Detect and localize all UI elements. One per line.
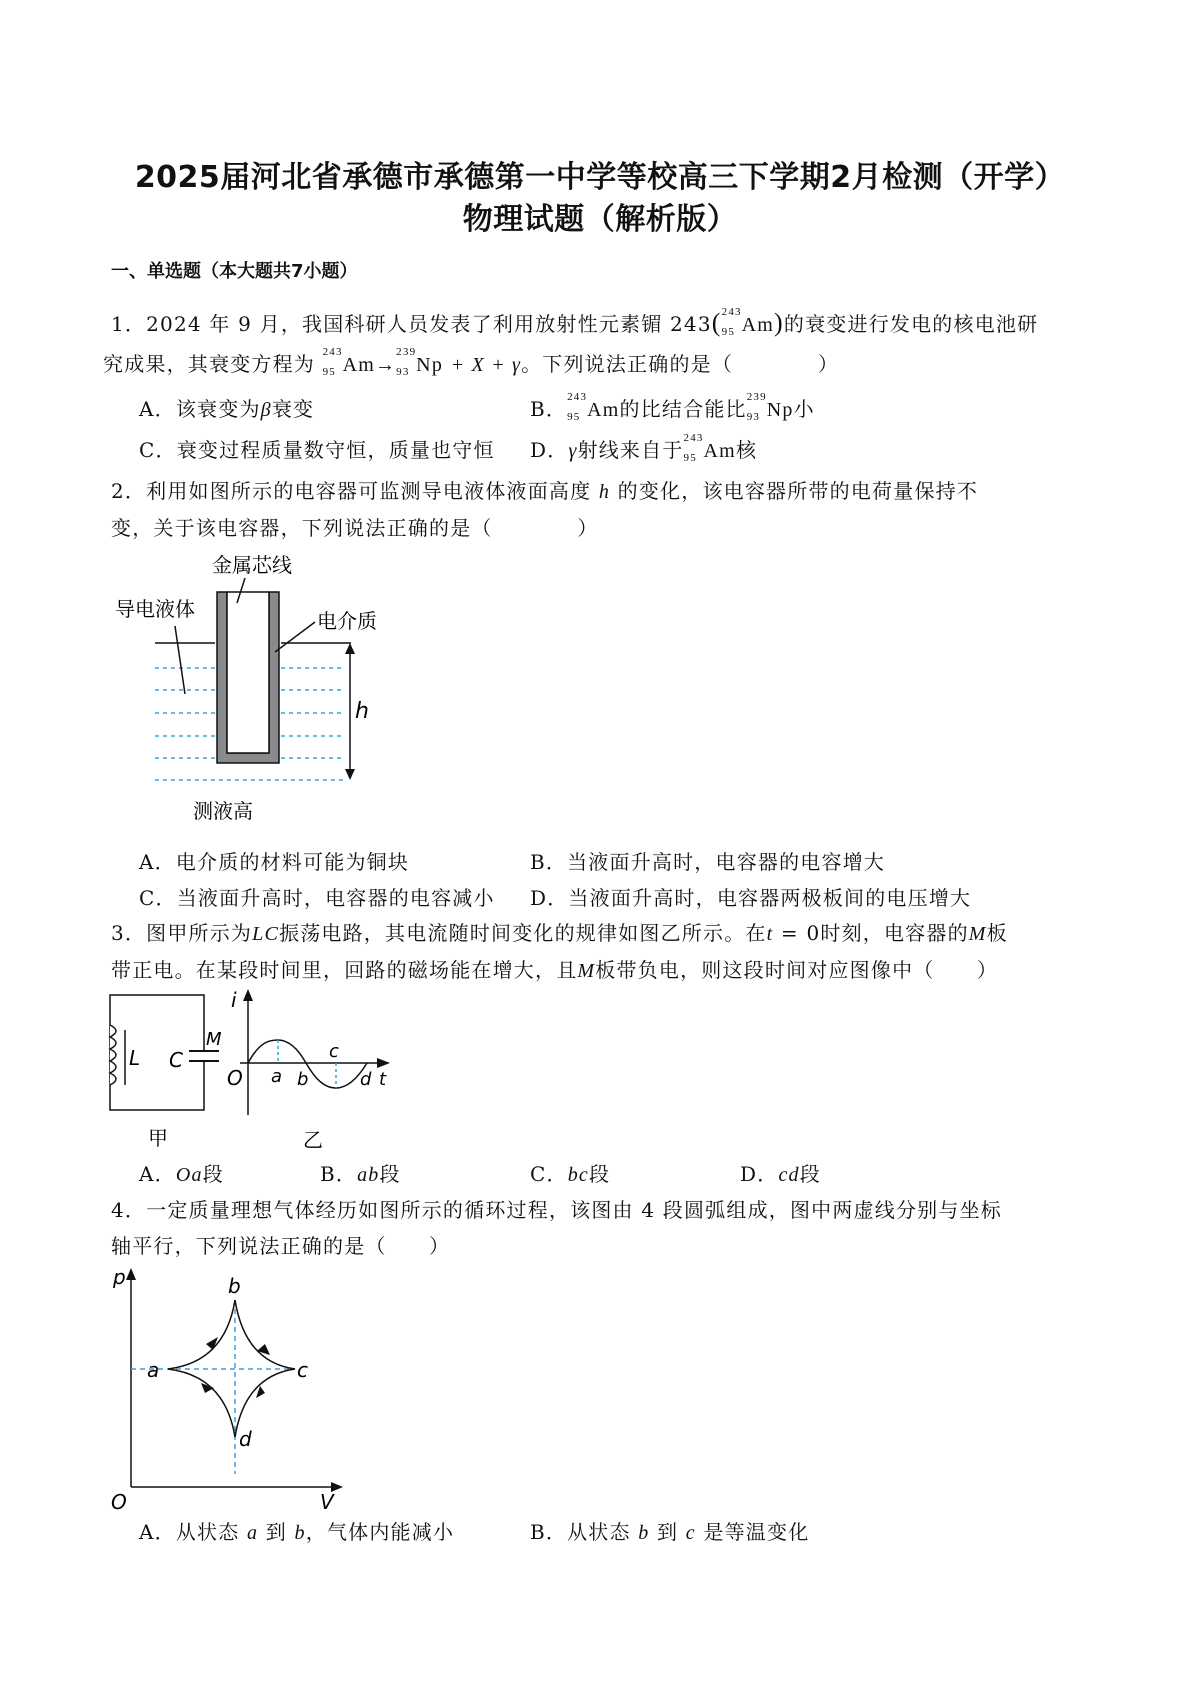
arc-b-c (235, 1300, 295, 1369)
q1-line-2 (103, 346, 840, 378)
q3-text-c: = 0时刻，电容器的 (773, 921, 969, 945)
label-c: c (329, 1041, 339, 1062)
eq-np-symbol: Np (416, 354, 444, 376)
q4-line-2: 轴平行，下列说法正确的是（ ） (111, 1234, 451, 1258)
title-line-1: 2025届河北省承德市承德第一中学等校高三下学期2月检测（开学） (134, 160, 1066, 195)
q3-text-d: 板 (986, 921, 1008, 945)
q4-option-a (139, 1522, 454, 1543)
q1-option-d-label: D． (530, 438, 569, 462)
q3-line-2 (111, 960, 998, 981)
q3-opt-b-tail: 段 (379, 1162, 401, 1186)
q4-opt-a-s2: b (294, 1522, 306, 1544)
q4-opt-a-to: 到 (265, 1520, 287, 1544)
label-V: V (320, 1490, 334, 1512)
label-t: t (379, 1069, 387, 1090)
eq-arrow: → (374, 354, 397, 376)
figure-caption: 测液高 (193, 799, 253, 823)
caption-jia: 甲 (148, 1126, 168, 1150)
q2-option-c: C．当液面升高时，电容器的电容减小 (139, 886, 495, 910)
caption-yi: 乙 (303, 1128, 323, 1152)
q1-line-1: 1．2024 年 9 月，我国科研人员发表了利用放射性元素镅 243( 243 95 Am)的衰变进行发电的核电池研 (111, 306, 1039, 338)
optd-am-symbol: Am (703, 440, 736, 462)
inductor-coil (110, 1025, 116, 1085)
label-state-d: d (239, 1427, 252, 1451)
q1-text-b: 的衰变进行发电的核电池研 (783, 312, 1039, 336)
q1-text-d: 。下列说法正确的是（ ） (521, 352, 840, 376)
label-a: a (271, 1066, 283, 1087)
optd-am-mass: 243 (683, 432, 704, 444)
q4-opt-a-s1: a (247, 1522, 259, 1544)
title-line-2: 物理试题（解析版） (462, 202, 738, 237)
am-mass: 243 (721, 306, 742, 318)
label-O-origin: O (227, 1066, 243, 1090)
am-number: 95 (721, 326, 736, 338)
section-heading: 一、单选题（本大题共7小题） (111, 261, 358, 282)
q4-option-b (530, 1522, 809, 1543)
optb-np-number: 93 (746, 411, 761, 423)
q3-m2: M (577, 960, 596, 982)
q4-opt-b-to: 到 (657, 1520, 679, 1544)
q4-opt-b-s2: c (685, 1522, 696, 1544)
q2-line-1 (111, 481, 978, 502)
optd-am-number: 95 (683, 452, 697, 464)
q1-option-a-tail: 衰变 (271, 397, 315, 421)
q3-opt-c-tail: 段 (588, 1162, 611, 1186)
q1-text-c: 究成果，其衰变方程为 (103, 352, 315, 376)
label-M: M (206, 1029, 222, 1050)
q1-option-d (530, 432, 758, 464)
label-i: i (231, 988, 237, 1012)
q3-option-d (740, 1164, 821, 1185)
label-metal-core: 金属芯线 (212, 553, 292, 577)
label-state-a: a (147, 1358, 160, 1382)
q3-option-a (139, 1164, 224, 1185)
q1-option-a (139, 399, 314, 420)
q3-text-e: 带正电。在某段时间里，回路的磁场能在增大，且 (111, 958, 578, 982)
q3-m: M (968, 923, 987, 945)
metal-core (227, 592, 269, 753)
q2-option-b: B．当液面升高时，电容器的电容增大 (530, 850, 886, 874)
label-O: O (111, 1490, 127, 1512)
label-d: d (360, 1069, 372, 1090)
eq-np-number: 93 (396, 366, 410, 378)
label-liquid: 导电液体 (115, 597, 195, 621)
lc-circuit-figure (105, 985, 435, 1165)
optb-np-mass: 239 (746, 391, 767, 403)
q3-text-b: 振荡电路，其电流随时间变化的规律如图乙所示。在 (279, 921, 767, 945)
q3-opt-b-label: B． (320, 1162, 358, 1186)
arc-d-a (168, 1369, 235, 1437)
q3-opt-a-label: A． (139, 1162, 176, 1186)
label-state-b: b (228, 1274, 241, 1298)
eq-am-symbol: Am (342, 354, 375, 376)
label-C: C (169, 1048, 183, 1072)
optb-am-number: 95 (567, 411, 581, 423)
q3-opt-d-label: D． (740, 1162, 779, 1186)
q3-opt-d-tail: 段 (799, 1162, 821, 1186)
label-b: b (297, 1069, 309, 1090)
eq-tail: + X + γ (450, 354, 522, 376)
q2-h-symbol: h (598, 481, 611, 503)
q1-option-a-text: A．该衰变为 (139, 397, 261, 421)
q2-option-d: D．当液面升高时，电容器两极板间的电压增大 (530, 886, 972, 910)
q1-option-b-label: B． (530, 397, 568, 421)
q1-option-d-tail: 核 (735, 438, 758, 462)
q4-opt-b-s1: b (638, 1522, 650, 1544)
q3-option-c (530, 1164, 610, 1185)
arrow-ab (206, 1337, 218, 1350)
q4-line-1: 4．一定质量理想气体经历如图所示的循环过程，该图由 4 段圆弧组成，图中两虚线分别与坐标 (111, 1198, 1002, 1222)
q2-text-b: 的变化，该电容器所带的电荷量保持不 (617, 479, 979, 503)
optb-np-symbol: Np (766, 399, 794, 421)
pv-cycle-figure (105, 1262, 365, 1512)
q3-opt-c-sym: bc (567, 1164, 589, 1186)
q4-opt-a-tail: ，气体内能减小 (305, 1520, 455, 1544)
q4-opt-b-text: B．从状态 (530, 1520, 631, 1544)
capacitor-figure (105, 548, 425, 830)
q3-option-b (320, 1164, 401, 1185)
q2-text-a: 2．利用如图所示的电容器可监测导电液体液面高度 (111, 479, 592, 503)
q3-opt-d-sym: cd (778, 1164, 800, 1186)
q1-option-b-text: 的比结合能比 (619, 397, 747, 421)
q2-line-2: 变，关于该电容器，下列说法正确的是（ ） (111, 516, 599, 540)
q1-option-d-text: 射线来自于 (577, 438, 684, 462)
label-dielectric: 电介质 (317, 609, 377, 633)
label-state-c: c (297, 1358, 308, 1382)
label-L: L (129, 1046, 141, 1070)
q2-option-a: A．电介质的材料可能为铜块 (139, 850, 410, 874)
q3-opt-a-sym: Oa (175, 1164, 203, 1186)
eq-np-mass: 239 (396, 346, 417, 358)
q1-text-a: 1．2024 年 9 月，我国科研人员发表了利用放射性元素镅 243 (111, 312, 712, 336)
q3-opt-b-sym: ab (357, 1164, 380, 1186)
arc-a-b (168, 1300, 235, 1369)
label-h: h (355, 699, 369, 724)
label-p: p (113, 1265, 126, 1289)
eq-am-number: 95 (322, 366, 336, 378)
q3-opt-a-tail: 段 (202, 1162, 224, 1186)
optb-am-symbol: Am (587, 399, 620, 421)
beta-symbol: β (260, 399, 272, 421)
q3-opt-c-label: C． (530, 1162, 568, 1186)
am-symbol: Am (741, 314, 775, 336)
q3-line-1 (111, 923, 1008, 944)
q3-text-a: 3．图甲所示为 (111, 921, 253, 945)
optb-am-mass: 243 (567, 391, 588, 403)
q3-text-f: 板带负电，则这段时间对应图像中（ ） (595, 958, 999, 982)
q3-t: t (766, 923, 774, 945)
q1-option-b (530, 391, 815, 423)
q3-lc: LC (252, 923, 279, 945)
q1-option-b-tail: 小 (793, 397, 815, 421)
eq-am-mass: 243 (322, 346, 343, 358)
q1-option-c: C．衰变过程质量数守恒，质量也守恒 (139, 438, 495, 462)
gamma-symbol: γ (568, 440, 578, 462)
q4-opt-b-tail: 是等温变化 (703, 1520, 810, 1544)
q4-opt-a-text: A．从状态 (139, 1520, 240, 1544)
